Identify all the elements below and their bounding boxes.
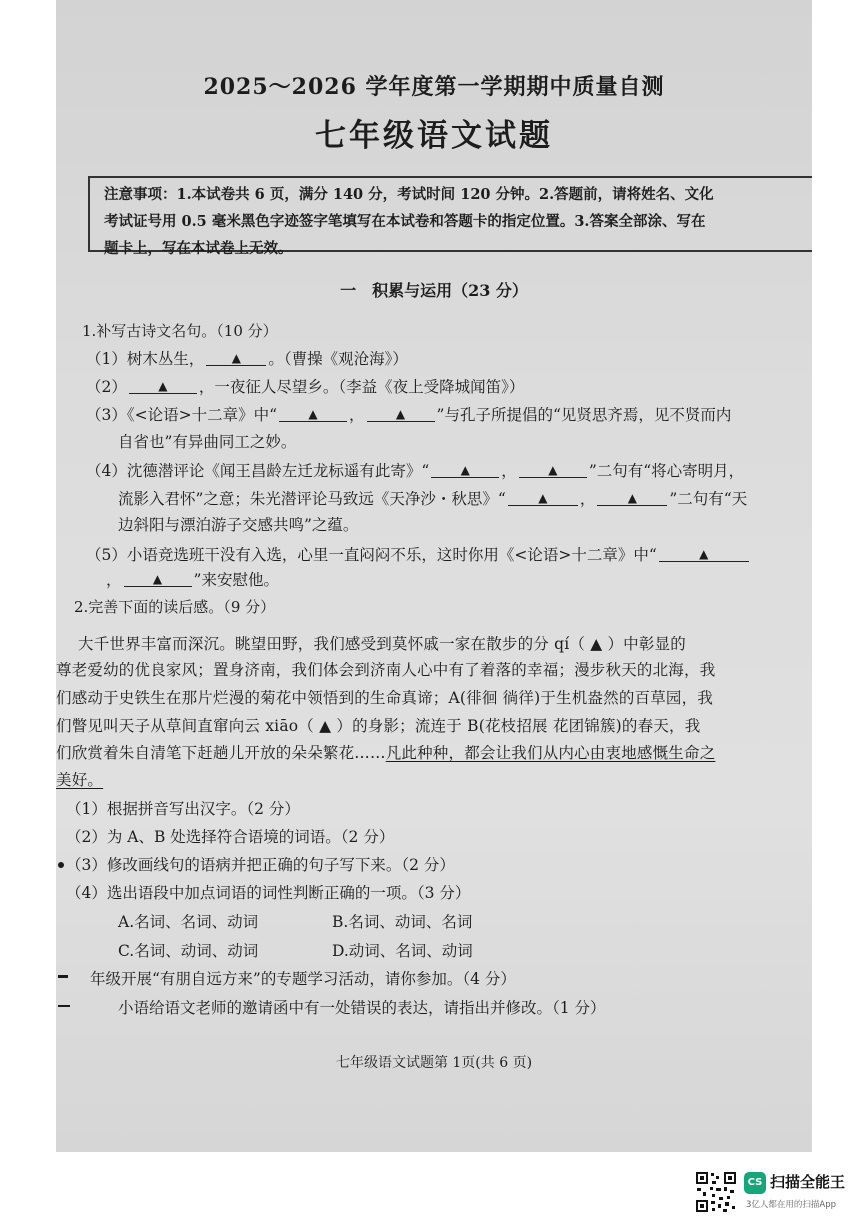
passage-line-1: 大千世界丰富而深沉。眺望田野，我们感受到莫怀戚一家在散步的分 qí（ ▲ ）中彰显的 xyxy=(78,635,686,653)
question-2-heading: 2.完善下面的读后感。（9 分） xyxy=(74,598,276,616)
answer-blank: ▲ xyxy=(508,491,578,506)
exam-paper xyxy=(56,0,812,1152)
q2-sub-3: （3）修改画线句的语病并把正确的句子写下来。（2 分） xyxy=(66,856,455,874)
passage-line-4: 们瞥见叫天子从草间直窜向云 xiāo（ ▲ ）的身影；流连于 B(花枝招展 花团锦簇)的春天，我 xyxy=(56,717,701,735)
q1-item-4: （4）沈德潜评论《闻王昌龄左迁龙标遥有此寄》“ ▲ ， ▲ ”二句有“将心寄明月， xyxy=(86,462,745,480)
notice-line-3: 题卡上，写在本试卷上无效。 xyxy=(104,240,293,257)
q2-sub-2: （2）为 A、B 处选择符合语境的词语。（2 分） xyxy=(66,828,395,846)
q1-item-3: （3）《<论语>十二章》中“ ▲ ， ▲ ”与孔子所提倡的“见贤思齐焉，见不贤而内 xyxy=(86,406,732,424)
brand-slogan: 3亿人都在用的扫描App xyxy=(746,1200,837,1210)
q1-item-5-cont: ， ▲ ”来安慰他。 xyxy=(106,571,279,589)
notice-box xyxy=(88,176,812,257)
scan-artifact xyxy=(58,975,68,978)
passage-line-6: 美好。 xyxy=(56,771,104,789)
answer-blank: ▲ xyxy=(124,572,192,587)
answer-blank: ▲ xyxy=(597,491,667,506)
answer-blank: ▲ xyxy=(431,463,499,478)
question-3-heading: 年级开展“有朋自远方来”的专题学习活动，请你参加。（4 分） xyxy=(90,970,516,988)
q1-item-1: （1）树木丛生， ▲ 。（曹操《观沧海》） xyxy=(86,350,408,368)
option-a: A.名词、名词、动词 xyxy=(118,913,259,931)
page-footer: 七年级语文试题第 1页(共 6 页) xyxy=(335,1055,533,1071)
q1-item-4-cont: 流影入君怀”之意；朱光潜评论马致远《天净沙・秋思》“ ▲ ， ▲ ”二句有“天 xyxy=(118,490,748,508)
answer-blank: ▲ xyxy=(659,547,749,562)
exam-title: 2025～2026 学年度第一学期期中质量自测 xyxy=(203,74,665,100)
subject-title: 七年级语文试题 xyxy=(315,118,553,154)
q2-sub-4: （4）选出语段中加点词语的词性判断正确的一项。（3 分） xyxy=(66,884,471,902)
q1-item-2: （2） ▲ ，一夜征人尽望乡。（李益《夜上受降城闻笛》） xyxy=(86,378,525,396)
answer-blank: ▲ xyxy=(129,379,197,394)
answer-blank: ▲ xyxy=(367,407,435,422)
q1-item-5: （5）小语竞选班干没有入选，心里一直闷闷不乐，这时你用《<论语>十二章》中“ ▲ xyxy=(86,543,751,565)
passage-line-3: 们感动于史铁生在那片烂漫的菊花中领悟到的生命真谛；A(徘徊 徜徉)于生机盎然的百草园，我 xyxy=(56,689,714,707)
q1-item-4-cont2: 边斜阳与漂泊游子交感共鸣”之蕴。 xyxy=(118,516,359,534)
notice-line-1: 注意事项：1.本试卷共 6 页，满分 140 分，考试时间 120 分钟。2.答题前，请将姓名、文化 xyxy=(104,186,714,203)
passage-line-2: 尊老爱幼的优良家风；置身济南，我们体会到济南人心中有了着落的幸福；漫步秋天的北海，我 xyxy=(56,661,716,679)
q3-sub-1: 小语给语文老师的邀请函中有一处错误的表达，请指出并修改。（1 分） xyxy=(118,999,606,1017)
q1-item-3-cont: 自省也”有异曲同工之妙。 xyxy=(118,433,297,451)
brand-name: 扫描全能王 xyxy=(770,1173,846,1191)
answer-blank: ▲ xyxy=(519,463,587,478)
q2-sub-1: （1）根据拼音写出汉字。（2 分） xyxy=(66,800,300,818)
qr-code-icon xyxy=(694,1170,738,1214)
option-d: D.动词、名词、动词 xyxy=(332,942,473,960)
scan-artifact xyxy=(58,1005,70,1007)
passage-line-5: 们欣赏着朱自清笔下赶趟儿开放的朵朵繁花……凡此种种，都会让我们从内心由衷地感慨生命之 xyxy=(56,744,716,762)
scanner-watermark xyxy=(690,1168,860,1220)
underlined-sentence: 凡此种种，都会让我们从内心由衷地感慨生命之 xyxy=(385,744,716,762)
answer-blank: ▲ xyxy=(279,407,347,422)
question-1-heading: 1.补写古诗文名句。（10 分） xyxy=(82,322,278,340)
camscanner-logo: CS xyxy=(744,1172,766,1194)
scan-artifact xyxy=(58,862,64,868)
answer-blank: ▲ xyxy=(206,351,266,366)
section-heading: 一 积累与运用（23 分） xyxy=(340,281,528,300)
notice-line-2: 考试证号用 0.5 毫米黑色字迹签字笔填写在本试卷和答题卡的指定位置。3.答案全部涂、写在 xyxy=(104,213,706,230)
option-c: C.名词、动词、动词 xyxy=(118,942,259,960)
option-b: B.名词、动词、名词 xyxy=(332,913,473,931)
